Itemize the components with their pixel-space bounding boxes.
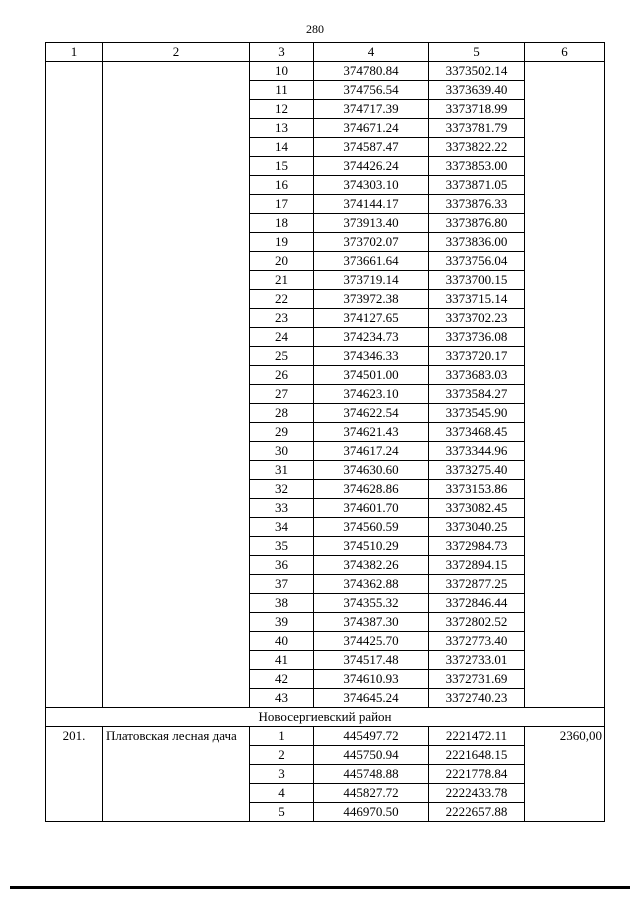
point-number: 28 — [250, 404, 314, 423]
coord-x: 445497.72 — [314, 727, 429, 746]
coord-x: 374510.29 — [314, 537, 429, 556]
coord-x: 374517.48 — [314, 651, 429, 670]
column-header: 6 — [525, 43, 605, 62]
coord-y: 3373871.05 — [429, 176, 525, 195]
table-row — [46, 62, 605, 81]
coord-y: 2221472.11 — [429, 727, 525, 746]
coord-x: 374622.54 — [314, 404, 429, 423]
coord-x: 445827.72 — [314, 784, 429, 803]
coord-y: 3373082.45 — [429, 499, 525, 518]
coord-x: 374127.65 — [314, 309, 429, 328]
coord-y: 3372802.52 — [429, 613, 525, 632]
point-number: 31 — [250, 461, 314, 480]
point-number: 36 — [250, 556, 314, 575]
coord-y: 3373702.23 — [429, 309, 525, 328]
point-number: 2 — [250, 746, 314, 765]
coord-y: 3373584.27 — [429, 385, 525, 404]
coord-x: 373719.14 — [314, 271, 429, 290]
coord-x: 374355.32 — [314, 594, 429, 613]
point-number: 23 — [250, 309, 314, 328]
column-header: 1 — [46, 43, 103, 62]
column-header: 2 — [103, 43, 250, 62]
point-number: 42 — [250, 670, 314, 689]
point-number: 41 — [250, 651, 314, 670]
coord-x: 446970.50 — [314, 803, 429, 822]
coord-y: 3373853.00 — [429, 157, 525, 176]
coord-y: 2221778.84 — [429, 765, 525, 784]
coord-x: 374630.60 — [314, 461, 429, 480]
page-number: 280 — [306, 22, 324, 36]
point-number: 15 — [250, 157, 314, 176]
point-number: 21 — [250, 271, 314, 290]
coord-y: 3373040.25 — [429, 518, 525, 537]
table-body — [46, 43, 605, 822]
coord-y: 3373683.03 — [429, 366, 525, 385]
coord-x: 374303.10 — [314, 176, 429, 195]
coord-x: 374645.24 — [314, 689, 429, 708]
point-number: 17 — [250, 195, 314, 214]
coord-x: 374234.73 — [314, 328, 429, 347]
point-number: 33 — [250, 499, 314, 518]
point-number: 1 — [250, 727, 314, 746]
point-number: 40 — [250, 632, 314, 651]
coord-y: 3373756.04 — [429, 252, 525, 271]
coord-y: 3372740.23 — [429, 689, 525, 708]
footer-rule — [10, 886, 630, 889]
entry-number: 201. — [46, 727, 103, 822]
coord-y: 3373545.90 — [429, 404, 525, 423]
coord-y: 3373736.08 — [429, 328, 525, 347]
header-row — [46, 43, 605, 62]
coord-x: 374501.00 — [314, 366, 429, 385]
coord-x: 374382.26 — [314, 556, 429, 575]
column-header: 4 — [314, 43, 429, 62]
name-cell — [103, 62, 250, 708]
coord-y: 3373344.96 — [429, 442, 525, 461]
coord-x: 374671.24 — [314, 119, 429, 138]
coord-y: 3373876.33 — [429, 195, 525, 214]
coord-y: 3373720.17 — [429, 347, 525, 366]
coord-x: 374387.30 — [314, 613, 429, 632]
point-number: 29 — [250, 423, 314, 442]
coord-y: 3373836.00 — [429, 233, 525, 252]
coord-x: 373702.07 — [314, 233, 429, 252]
coord-y: 3373715.14 — [429, 290, 525, 309]
coord-y: 3373153.86 — [429, 480, 525, 499]
point-number: 32 — [250, 480, 314, 499]
point-number: 11 — [250, 81, 314, 100]
point-number: 14 — [250, 138, 314, 157]
table-row — [46, 727, 605, 746]
point-number: 4 — [250, 784, 314, 803]
point-number: 27 — [250, 385, 314, 404]
coord-y: 3373876.80 — [429, 214, 525, 233]
point-number: 43 — [250, 689, 314, 708]
point-number: 26 — [250, 366, 314, 385]
coord-x: 374756.54 — [314, 81, 429, 100]
coord-x: 373661.64 — [314, 252, 429, 271]
coord-x: 374623.10 — [314, 385, 429, 404]
point-number: 24 — [250, 328, 314, 347]
point-number: 38 — [250, 594, 314, 613]
coord-x: 373913.40 — [314, 214, 429, 233]
point-number: 20 — [250, 252, 314, 271]
coord-x: 374587.47 — [314, 138, 429, 157]
area-cell — [525, 62, 605, 708]
point-number: 10 — [250, 62, 314, 81]
point-number: 18 — [250, 214, 314, 233]
coord-y: 2222433.78 — [429, 784, 525, 803]
coord-y: 3372733.01 — [429, 651, 525, 670]
coord-x: 374628.86 — [314, 480, 429, 499]
point-number: 25 — [250, 347, 314, 366]
point-number: 39 — [250, 613, 314, 632]
column-header: 3 — [250, 43, 314, 62]
point-number: 13 — [250, 119, 314, 138]
coord-x: 374610.93 — [314, 670, 429, 689]
entry-name: Платовская лесная дача — [103, 727, 250, 822]
coord-y: 3372773.40 — [429, 632, 525, 651]
coord-y: 3372984.73 — [429, 537, 525, 556]
coord-x: 374346.33 — [314, 347, 429, 366]
coord-y: 3373718.99 — [429, 100, 525, 119]
row-number-cell — [46, 62, 103, 708]
coord-x: 374780.84 — [314, 62, 429, 81]
coord-y: 3373502.14 — [429, 62, 525, 81]
point-number: 22 — [250, 290, 314, 309]
coord-x: 374144.17 — [314, 195, 429, 214]
district-name: Новосергиевский район — [46, 708, 605, 727]
coord-x: 374621.43 — [314, 423, 429, 442]
coord-x: 374425.70 — [314, 632, 429, 651]
coord-y: 3373781.79 — [429, 119, 525, 138]
coord-y: 3372731.69 — [429, 670, 525, 689]
point-number: 37 — [250, 575, 314, 594]
coord-x: 374426.24 — [314, 157, 429, 176]
point-number: 19 — [250, 233, 314, 252]
point-number: 3 — [250, 765, 314, 784]
coord-y: 3373468.45 — [429, 423, 525, 442]
coord-x: 445748.88 — [314, 765, 429, 784]
entry-area: 2360,00 — [525, 727, 605, 822]
coord-x: 374717.39 — [314, 100, 429, 119]
coord-y: 3373700.15 — [429, 271, 525, 290]
coord-y: 2221648.15 — [429, 746, 525, 765]
point-number: 34 — [250, 518, 314, 537]
point-number: 12 — [250, 100, 314, 119]
column-header: 5 — [429, 43, 525, 62]
coordinates-table — [45, 42, 605, 822]
point-number: 30 — [250, 442, 314, 461]
coord-y: 3372894.15 — [429, 556, 525, 575]
coord-y: 3373639.40 — [429, 81, 525, 100]
district-row — [46, 708, 605, 727]
coord-y: 3373822.22 — [429, 138, 525, 157]
point-number: 5 — [250, 803, 314, 822]
coord-y: 2222657.88 — [429, 803, 525, 822]
coord-x: 374560.59 — [314, 518, 429, 537]
coord-y: 3373275.40 — [429, 461, 525, 480]
point-number: 16 — [250, 176, 314, 195]
coord-x: 445750.94 — [314, 746, 429, 765]
coord-y: 3372877.25 — [429, 575, 525, 594]
coord-x: 374362.88 — [314, 575, 429, 594]
coord-x: 374617.24 — [314, 442, 429, 461]
coord-y: 3372846.44 — [429, 594, 525, 613]
point-number: 35 — [250, 537, 314, 556]
coord-x: 373972.38 — [314, 290, 429, 309]
coord-x: 374601.70 — [314, 499, 429, 518]
